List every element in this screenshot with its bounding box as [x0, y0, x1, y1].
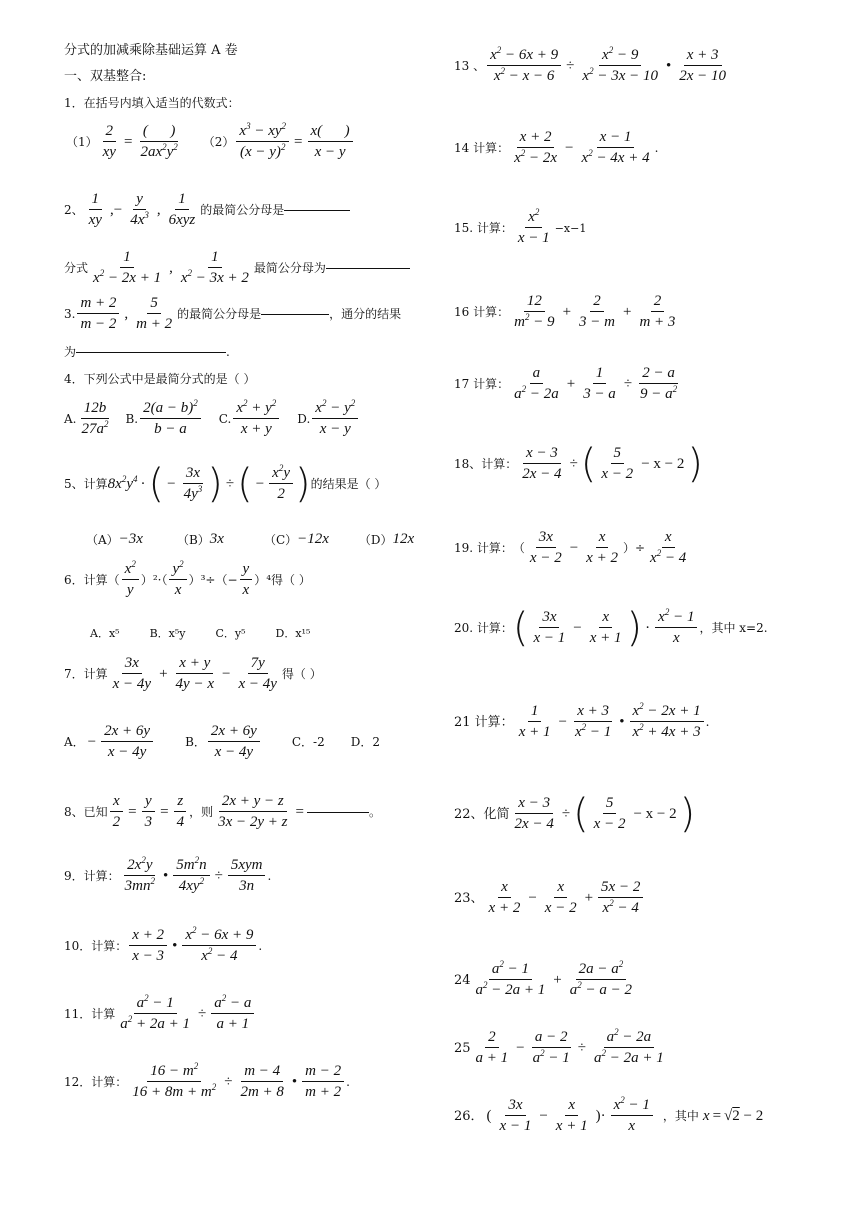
q5-tail: 的结果是（ ） [310, 477, 387, 491]
fraction: $\frac{x - 3}{2x - 4}$ [514, 795, 554, 832]
q6-tail: ）⁴得（ ） [254, 573, 311, 587]
fraction: $\frac{2}{3 - m}$ [579, 293, 615, 330]
q6-opt-a: A．x⁵ [90, 627, 120, 640]
q9-number: 9．计算： [64, 869, 120, 883]
q18-number: 18、计算： [454, 457, 518, 471]
fraction: $\frac{x^2 - y^2}{x - y}$ [312, 401, 358, 437]
fraction: $\frac{x + 2}{x - 3}$ [129, 928, 167, 964]
q3-text2: ，通分的结果 [329, 307, 402, 321]
q14-number: 14 计算： [454, 141, 510, 155]
q7-opt-a: A． [64, 735, 85, 749]
fraction: $\frac{x}{x + 2}$ [488, 879, 521, 916]
fraction: $\frac{y}{3}$ [142, 794, 156, 830]
q5-opt-c: （C） [263, 532, 298, 547]
fraction: $\frac{y}{4x^3}$ [130, 191, 149, 228]
fraction: $\frac{x}{x + 2}$ [586, 529, 618, 566]
q19-rparen: ）÷ [622, 541, 646, 555]
q3-number: 3. [64, 307, 76, 321]
fraction: $\frac{2x^2y}{3mn^2}$ [124, 855, 155, 894]
fraction: $\frac{x^3 - xy^2}{(x - y)^2}$ [236, 124, 289, 160]
q4-opt-d: D. [297, 412, 311, 426]
fraction: $\frac{1}{x^2 - 3x + 2}$ [180, 249, 249, 286]
q5-expression: 5、计算 $8x^2y^4$ · ( − $\frac{3x}{4y^3}$ ) ÷ ( − $\frac{x^2y}{2}$ ) 的结果是（ ） [64, 461, 387, 507]
fraction: $\frac{y}{x}$ [240, 562, 253, 598]
fraction: $\frac{12}{m^2 - 9}$ [514, 293, 555, 330]
fraction: $\frac{1}{x^2 - 2x + 1}$ [93, 249, 162, 286]
q8-tail: 。 [368, 805, 381, 819]
fraction: $\frac{m - 2}{m + 2}$ [302, 1064, 344, 1100]
fraction: $\frac{2x + 6y}{x - 4y}$ [101, 724, 153, 760]
q4-opt-a: A. [64, 412, 77, 426]
fraction: $\frac{x^2 - 9}{x^2 - 3x - 10}$ [582, 45, 658, 84]
q5-val-c: −12x [297, 531, 329, 547]
fraction: $\frac{m - 4}{2m + 8}$ [240, 1063, 284, 1100]
q19-number: 19. 计算： [454, 541, 513, 555]
q21-number: 21 计算： [454, 714, 514, 730]
q1-part1-label: （1） [66, 135, 98, 149]
fraction: $\frac{x^2}{y}$ [122, 562, 139, 598]
q2-number: 2、 [64, 203, 84, 217]
fraction: $\frac{x^2 - 6x + 9}{x^2 - x - 6}$ [487, 48, 561, 84]
q5-val-d: 12x [392, 531, 415, 547]
q19-lparen: （ [512, 541, 525, 555]
q3-expression: 3. $\frac{m + 2}{m - 2}$ , $\frac{5}{m + 2}$ 的最简公分母是 ，通分的结果 [64, 295, 402, 332]
fraction: $\frac{2}{xy}$ [102, 123, 116, 160]
q7-opt-d: D．2 [350, 735, 380, 749]
q22-expression: 22、化简 $\frac{x - 3}{2x - 4}$ ÷ ( $\frac{5}{x - 2}$ − x − 2 ) [454, 791, 696, 837]
fraction: $\frac{x^2 + y^2}{x + y}$ [233, 401, 279, 437]
q7-opt-c: C．-2 [291, 735, 325, 749]
q4-options [64, 398, 360, 437]
q1-part2-label: （2） [202, 135, 235, 149]
q2-sub-label: 分式 [64, 261, 89, 275]
q17-number: 17 计算： [454, 377, 510, 391]
fraction: $\frac{1}{x + 1}$ [518, 703, 551, 740]
fraction: $\frac{x + 2}{x^2 - 2x}$ [514, 129, 558, 166]
q5-opt-d: （D） [358, 532, 393, 547]
fraction: $\frac{z}{4}$ [174, 794, 188, 830]
fraction: $\frac{x^2 - 6x + 9}{x^2 - 4}$ [182, 928, 256, 964]
q13-expression: 13 、 $\frac{x^2 - 6x + 9}{x^2 - x - 6}$ ÷ $\frac{x^2 - 9}{x^2 - 3x - 10}$ • $\frac{x + 3}{2x - 10}$ [454, 48, 731, 84]
fraction: $\frac{x}{2}$ [110, 794, 124, 830]
q8-mid: ，则 [189, 805, 214, 819]
q25-number: 25 [454, 1040, 471, 1056]
q13-number: 13 、 [454, 59, 486, 73]
fraction: $\frac{x}{x^2 - 4}$ [650, 529, 687, 566]
q1-expression: （1） $\frac{2}{xy}$ = $\frac{( )}{2ax^2y^2}$ （2） $\frac{x^3 - xy^2}{(x - y)^2}$ = $\frac{x( )}{x - y}$ [66, 124, 355, 160]
q23-expression: 23、 $\frac{x}{x + 2}$ − $\frac{x}{x - 2}$ + $\frac{5x - 2}{x^2 - 4}$ [454, 880, 645, 916]
q5-number: 5、计算 [64, 477, 108, 491]
q18-expression: 18、计算： $\frac{x - 3}{2x - 4}$ ÷ ( $\frac{5}{x - 2}$ − x − 2 ) [454, 441, 703, 487]
q5-opt-b: （B） [176, 532, 210, 547]
fraction: $\frac{a^2 - a}{a + 1}$ [211, 996, 254, 1032]
q26-number: 26． [454, 1108, 484, 1124]
fraction: $\frac{x}{x + 1}$ [555, 1097, 588, 1134]
fraction: $\frac{x^2y}{2}$ [269, 466, 293, 502]
q15-tail: −x−1 [554, 221, 587, 235]
fraction: $\frac{3x}{x - 1}$ [499, 1097, 532, 1134]
q24-expression: 24 $\frac{a^2 - 1}{a^2 - 2a + 1}$ + $\frac{2a - a^2}{a^2 - a - 2}$ [454, 962, 637, 998]
fraction: $\frac{2}{a + 1}$ [475, 1029, 509, 1066]
q7-expression: 7．计算 $\frac{3x}{x - 4y}$ + $\frac{x + y}{4y - x}$ − $\frac{7y}{x - 4y}$ 得（ ） [64, 655, 322, 692]
fraction: $\frac{2x + y - z}{3x - 2y + z}$ [218, 793, 288, 830]
fraction: $\frac{y^2}{x}$ [169, 562, 186, 598]
q26-tail: ，其中 [662, 1109, 699, 1123]
q12-number: 12．计算： [64, 1075, 128, 1089]
fraction: $\frac{x^2 - 2x + 1}{x^2 + 4x + 3}$ [630, 704, 704, 740]
q16-expression: 16 计算： $\frac{12}{m^2 - 9}$ + $\frac{2}{3 - m}$ + $\frac{2}{m + 3}$ [454, 294, 680, 330]
fraction: $\frac{1}{\text{6xyz}}$ [168, 191, 196, 228]
fraction: $\frac{x - 1}{x^2 - 4x + 4}$ [581, 129, 650, 166]
q1-label: 1．在括号内填入适当的代数式： [64, 96, 240, 110]
q5-opt-a: （A） [86, 532, 119, 547]
fraction: $\frac{( )}{2ax^2y^2}$ [140, 123, 178, 160]
fraction: $\frac{5m^2n}{4xy^2}$ [173, 858, 209, 894]
q7-number: 7．计算 [64, 667, 108, 681]
fraction: $\frac{a}{a^2 - 2a}$ [514, 365, 559, 402]
q23-number: 23、 [454, 890, 484, 906]
fraction: $\frac{1}{xy}$ [88, 191, 102, 228]
q3-continued [64, 346, 230, 358]
q20-tail: ，其中 x=2. [699, 621, 768, 635]
q7-tail: 得（ ） [281, 667, 322, 681]
fraction: $\frac{a^2 - 2a}{a^2 - 2a + 1}$ [594, 1027, 664, 1066]
fraction: $\frac{2x + 6y}{x - 4y}$ [208, 724, 260, 760]
q26-expression: 26． ( $\frac{3x}{x - 1}$ − $\frac{x}{x + 1}$ )· $\frac{x^2 - 1}{x}$ ，其中 x = √2 − 2 [454, 1095, 764, 1134]
section-heading: 一、双基整合: [64, 69, 147, 84]
fraction: $\frac{16 - m^2}{16 + 8m + m^2}$ [132, 1061, 217, 1100]
fraction: $\frac{x}{x - 2}$ [544, 879, 577, 916]
q6-opt-c: C．y⁵ [215, 627, 246, 640]
q7-opt-b: B． [185, 735, 206, 749]
fraction: $\frac{1}{3 - a}$ [583, 365, 616, 402]
q6-expression: 6．计算（ $\frac{x^2}{y}$ ）²·（ $\frac{y^2}{x}$ ）³÷（− $\frac{y}{x}$ ）⁴得（ ） [64, 559, 311, 598]
fraction: $\frac{m + 2}{m - 2}$ [77, 296, 119, 332]
q6-options [90, 628, 310, 639]
q17-expression: 17 计算： $\frac{a}{a^2 - 2a}$ + $\frac{1}{3 - a}$ ÷ $\frac{2 - a}{9 - a^2}$ [454, 366, 682, 402]
fraction: $\frac{3x}{4y^3}$ [183, 465, 203, 502]
fraction: $\frac{3x}{x - 4y}$ [112, 655, 152, 692]
fraction: $\frac{x( )}{x - y}$ [308, 124, 353, 160]
q4-opt-b: B. [125, 412, 139, 426]
q10-expression: 10．计算： $\frac{x + 2}{x - 3}$ • $\frac{x^2 - 6x + 9}{x^2 - 4}$ . [64, 925, 263, 964]
fraction: $\frac{x + y}{4y - x}$ [175, 655, 214, 692]
fraction: $\frac{2(a - b)^2}{b - a}$ [140, 401, 201, 437]
fraction: $\frac{5x - 2}{x^2 - 4}$ [598, 880, 643, 916]
fraction: $\frac{5}{x - 2}$ [601, 445, 634, 482]
fraction: $\frac{2 - a}{9 - a^2}$ [640, 365, 678, 402]
q3-text3: 为 [64, 345, 77, 359]
fraction: $\frac{3x}{x - 2}$ [529, 529, 562, 566]
q2-text: 的最简公分母是 [200, 203, 285, 217]
q6-text: 6．计算（ [64, 573, 120, 587]
q19-expression: 19. 计算： （ $\frac{3x}{x - 2}$ − $\frac{x}{x + 2}$ ）÷ $\frac{x}{x^2 - 4}$ [454, 530, 691, 566]
fraction: $\frac{x + 3}{x^2 - 1}$ [574, 703, 612, 740]
q8-number: 8、已知 [64, 805, 108, 819]
fraction: $\frac{5}{m + 2}$ [136, 295, 173, 332]
q11-expression: 11．计算 $\frac{a^2 - 1}{a^2 + 2a + 1}$ ÷ $\frac{a^2 - a}{a + 1}$ [64, 996, 256, 1032]
q6-opt-b: B．x⁵y [149, 627, 186, 640]
q20-number: 20. 计算： [454, 621, 513, 635]
q15-number: 15. 计算： [454, 221, 513, 235]
q16-number: 16 计算： [454, 305, 510, 319]
q2-sub-text: 最简公分母为 [253, 261, 326, 275]
fraction: $\frac{2}{m + 3}$ [639, 293, 676, 330]
fraction: $\frac{5}{x - 2}$ [593, 795, 626, 832]
fraction: $\frac{a^2 - 1}{a^2 + 2a + 1}$ [120, 993, 191, 1032]
q5-val-b: 3x [209, 531, 224, 547]
fraction: $\frac{x - 3}{2x - 4}$ [522, 445, 562, 482]
q4-label: 4．下列公式中是最简分式的是（ ） [64, 372, 256, 386]
q7-options: A． − $\frac{2x + 6y}{x - 4y}$ B． $\frac{2x + 6y}{x - 4y}$ C．-2 D．2 [64, 723, 380, 760]
fraction: $\frac{\text{5xym}}{3n}$ [228, 858, 266, 894]
fraction: $\frac{3x}{x - 1}$ [533, 609, 566, 646]
page-title: 分式的加减乘除基础运算 A 卷 [64, 43, 238, 58]
fraction: $\frac{x + 3}{2x - 10}$ [679, 47, 727, 84]
fraction: $\frac{x}{x + 1}$ [589, 609, 622, 646]
q3-dot: . [226, 345, 230, 359]
q5-val-a: −3x [118, 531, 143, 547]
q20-expression: 20. 计算： ( $\frac{3x}{x - 1}$ − $\frac{x}{x + 1}$ ) · $\frac{x^2 - 1}{x}$ ，其中 x=2. [454, 605, 768, 651]
q25-expression: 25 $\frac{2}{a + 1}$ − $\frac{a - 2}{a^2 - 1}$ ÷ $\frac{a^2 - 2a}{a^2 - 2a + 1}$ [454, 1030, 669, 1066]
q10-number: 10．计算： [64, 939, 128, 953]
q9-expression: 9．计算： $\frac{2x^2y}{3mn^2}$ • $\frac{5m^2n}{4xy^2}$ ÷ $\frac{\text{5xym}}{3n}$ . [64, 855, 272, 894]
fraction: $\frac{12b}{27a^2}$ [81, 400, 109, 437]
q8-expression: 8、已知 $\frac{x}{2}$ = $\frac{y}{3}$ = $\frac{z}{4}$ ，则 $\frac{2x + y - z}{3x - 2y + z}$ = 。 [64, 793, 381, 830]
q24-number: 24 [454, 972, 471, 988]
q3-text1: 的最简公分母是 [177, 307, 262, 321]
fraction: $\frac{x^2 - 1}{x}$ [655, 610, 697, 646]
fraction: $\frac{a - 2}{a^2 - 1}$ [532, 1029, 570, 1066]
q2-sub-expression: 分式 $\frac{1}{x^2 - 2x + 1}$ , $\frac{1}{x^2 - 3x + 2}$ 最简公分母为 [64, 250, 410, 286]
q15-expression [454, 207, 587, 246]
fraction: $\frac{x^2}{x - 1}$ [517, 207, 550, 246]
q5-options [86, 532, 414, 547]
q6-opt-d: D．x¹⁵ [275, 627, 311, 640]
fraction: $\frac{a^2 - 1}{a^2 - 2a + 1}$ [475, 959, 546, 998]
q12-expression: 12．计算： $\frac{16 - m^2}{16 + 8m + m^2}$ ÷ $\frac{m - 4}{2m + 8}$ • $\frac{m - 2}{m + 2}$ . [64, 1061, 350, 1100]
fraction: $\frac{2a - a^2}{a^2 - a - 2}$ [569, 959, 633, 998]
q2-expression: 2、 $\frac{1}{xy}$ ,− $\frac{y}{4x^3}$ , $\frac{1}{\text{6xyz}}$ 的最简公分母是 [64, 192, 350, 228]
fraction: $\frac{7y}{x - 4y}$ [238, 655, 277, 692]
q21-expression: 21 计算： $\frac{1}{x + 1}$ − $\frac{x + 3}{x^2 - 1}$ • $\frac{x^2 - 2x + 1}{x^2 + 4x + 3}$ . [454, 701, 710, 740]
q4-opt-c: C. [218, 412, 232, 426]
q11-number: 11．计算 [64, 1007, 116, 1021]
fraction: $\frac{x^2 - 1}{x}$ [611, 1098, 653, 1134]
q22-number: 22、化简 [454, 806, 510, 822]
q14-expression: 14 计算： $\frac{x + 2}{x^2 - 2x}$ − $\frac{x - 1}{x^2 - 4x + 4}$ . [454, 129, 659, 166]
